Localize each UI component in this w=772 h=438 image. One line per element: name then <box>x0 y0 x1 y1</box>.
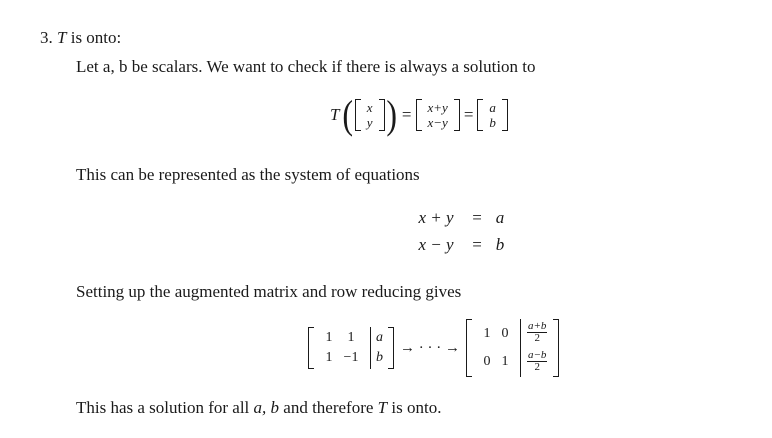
item-number: 3. <box>40 28 53 47</box>
matrix-entry: 1 <box>483 326 491 341</box>
matrix-entry: a <box>376 330 383 345</box>
fraction-entry <box>527 321 547 346</box>
T-symbol: T <box>330 105 340 124</box>
vector-entry: x <box>366 100 373 115</box>
right-paren: ) <box>385 92 397 137</box>
vector-entry: a <box>489 100 496 115</box>
matrix-entry: b <box>376 350 383 365</box>
conclusion-line <box>76 398 441 418</box>
system-intro-text: This can be represented as the system of equations <box>76 165 420 184</box>
matrix-entry: 1 <box>325 330 333 345</box>
equation-lhs: x + y <box>418 208 454 227</box>
conclusion-prefix: This has a solution for all <box>76 398 250 417</box>
equation-rel: = <box>472 208 482 227</box>
equation-system <box>410 204 508 258</box>
fraction-numerator: a−b <box>528 349 547 361</box>
fraction-entry <box>527 350 547 375</box>
vector-entry: b <box>489 115 496 130</box>
augmented-intro <box>76 282 461 302</box>
reduction-arrow: → · · · → <box>400 339 460 356</box>
row-reduction <box>308 318 559 378</box>
problem-heading <box>40 28 121 48</box>
matrix-entry: 1 <box>501 354 509 369</box>
intro-line <box>76 57 536 77</box>
matrix-entry: 1 <box>325 350 333 365</box>
matrix-entry: 1 <box>347 330 355 345</box>
T-symbol: T <box>57 28 67 47</box>
matrix-entry: −1 <box>343 350 359 365</box>
heading-text: is onto: <box>70 28 122 47</box>
fraction-denominator: 2 <box>534 361 540 373</box>
augmented-intro-text: Setting up the augmented matrix and row reducing gives <box>76 282 462 301</box>
fraction-numerator: a+b <box>528 320 547 332</box>
left-paren: ( <box>342 92 354 137</box>
vector-entry: x−y <box>427 115 448 130</box>
vector-entry: y <box>366 115 373 130</box>
matrix-entry: 0 <box>483 354 491 369</box>
equation-rhs: b <box>495 235 505 254</box>
T-symbol: T <box>377 398 388 417</box>
reduced-matrix <box>466 319 559 377</box>
middle-vector <box>416 99 460 131</box>
intro-text: Let a, b be scalars. We want to check if there is always a solution to <box>76 57 536 76</box>
matrix-entry: 0 <box>501 326 509 341</box>
equation-lhs: x − y <box>418 235 454 254</box>
input-vector <box>355 99 385 131</box>
transform-equation <box>330 90 508 140</box>
equals-sign: = <box>401 105 412 124</box>
conclusion-suffix: is onto. <box>391 398 442 417</box>
equation-rel: = <box>472 235 482 254</box>
equation-rhs: a <box>495 208 505 227</box>
augmented-matrix <box>308 327 394 369</box>
fraction-denominator: 2 <box>534 332 540 344</box>
equals-sign: = <box>463 105 474 124</box>
conclusion-middle: and therefore <box>283 398 374 417</box>
conclusion-vars: a, b <box>253 398 280 417</box>
output-vector <box>477 99 508 131</box>
system-intro <box>76 165 420 185</box>
vector-entry: x+y <box>427 100 448 115</box>
